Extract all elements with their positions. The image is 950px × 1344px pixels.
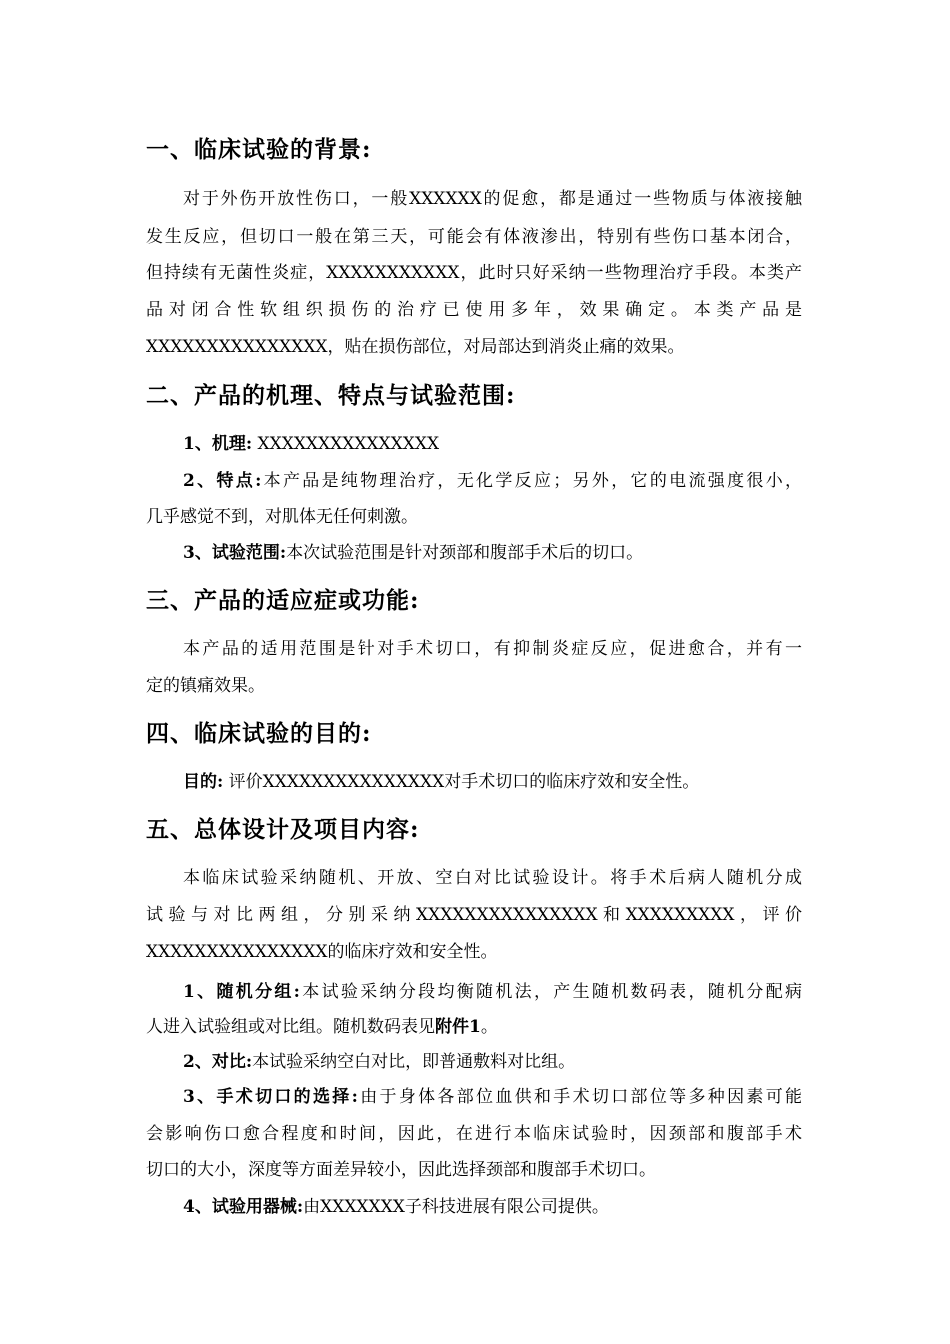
item-text: 本试验采纳空白对比，即普通敷料对比组。	[252, 1052, 576, 1072]
item-label: 3、手术切口的选择:	[183, 1087, 358, 1107]
attachment-reference: 附件1	[435, 1017, 481, 1037]
section-heading-mechanism: 二、产品的机理、特点与试验范围:	[146, 382, 516, 409]
section-heading-design: 五、总体设计及项目内容:	[146, 816, 420, 843]
list-item-control	[183, 1050, 575, 1074]
paragraph-line: 本临床试验采纳随机、开放、空白对比试验设计。将手术后病人随机分成	[183, 868, 802, 888]
item-text: 由XXXXXXX子科技进展有限公司提供。	[303, 1197, 609, 1217]
paragraph-line: 试验与对比两组，分别采纳XXXXXXXXXXXXXXX和XXXXXXXXX，评价	[146, 905, 802, 925]
item-text: 评价XXXXXXXXXXXXXXX对手术切口的临床疗效和安全性。	[223, 772, 700, 792]
item-label: 2、特点:	[183, 471, 262, 491]
paragraph-line: 但持续有无菌性炎症，XXXXXXXXXXX，此时只好采纳一些物理治疗手段。本类产	[146, 263, 802, 283]
section-heading-indications: 三、产品的适应症或功能:	[146, 587, 420, 614]
paragraph-line: XXXXXXXXXXXXXXX的临床疗效和安全性。	[146, 942, 498, 962]
section-heading-purpose: 四、临床试验的目的:	[146, 720, 372, 747]
list-item-randomization	[183, 980, 802, 1004]
paragraph-line: XXXXXXXXXXXXXXX，贴在损伤部位，对局部达到消炎止痛的效果。	[146, 337, 685, 357]
item-text: 人进入试验组或对比组。随机数码表见	[146, 1017, 435, 1037]
item-text: 由于身体各部位血供和手术切口部位等多种因素可能	[357, 1087, 802, 1107]
paragraph-line: 发生反应，但切口一般在第三天，可能会有体液渗出，特别有些伤口基本闭合，	[146, 227, 802, 247]
item-label: 目的:	[183, 772, 224, 792]
list-item-incision-selection	[183, 1085, 802, 1109]
section-heading-background: 一、临床试验的背景:	[146, 136, 372, 163]
paragraph-line	[146, 1015, 498, 1039]
item-label: 2、对比:	[183, 1052, 253, 1072]
item-label: 3、试验范围:	[183, 543, 287, 563]
list-item-equipment	[183, 1195, 609, 1219]
item-label: 1、机理:	[183, 434, 253, 454]
paragraph-line: 品对闭合性软组织损伤的治疗已使用多年，效果确定。本类产品是	[146, 300, 802, 320]
paragraph-line: 会影响伤口愈合程度和时间，因此，在进行本临床试验时，因颈部和腹部手术	[146, 1124, 802, 1144]
item-label: 1、随机分组:	[183, 982, 300, 1002]
paragraph-line: 几乎感觉不到，对肌体无任何刺激。	[146, 507, 418, 527]
paragraph-line: 定的镇痛效果。	[146, 676, 265, 696]
list-item-purpose	[183, 770, 699, 794]
item-text: 本次试验范围是针对颈部和腹部手术后的切口。	[286, 543, 644, 563]
item-text: 本产品是纯物理治疗，无化学反应；另外，它的电流强度很小，	[261, 471, 802, 491]
paragraph-line: 对于外伤开放性伤口，一般XXXXXX的促愈，都是通过一些物质与体液接触	[183, 189, 802, 209]
list-item-features	[183, 469, 802, 493]
paragraph-line: 切口的大小，深度等方面差异较小，因此选择颈部和腹部手术切口。	[146, 1160, 656, 1180]
list-item-mechanism	[183, 432, 439, 456]
item-label: 4、试验用器械:	[183, 1197, 304, 1217]
item-text: XXXXXXXXXXXXXXX	[252, 434, 440, 454]
item-text: 。	[480, 1017, 498, 1037]
paragraph-line: 本产品的适用范围是针对手术切口，有抑制炎症反应，促进愈合，并有一	[183, 639, 802, 659]
item-text: 本试验采纳分段均衡随机法，产生随机数码表，随机分配病	[299, 982, 803, 1002]
list-item-scope	[183, 541, 643, 565]
